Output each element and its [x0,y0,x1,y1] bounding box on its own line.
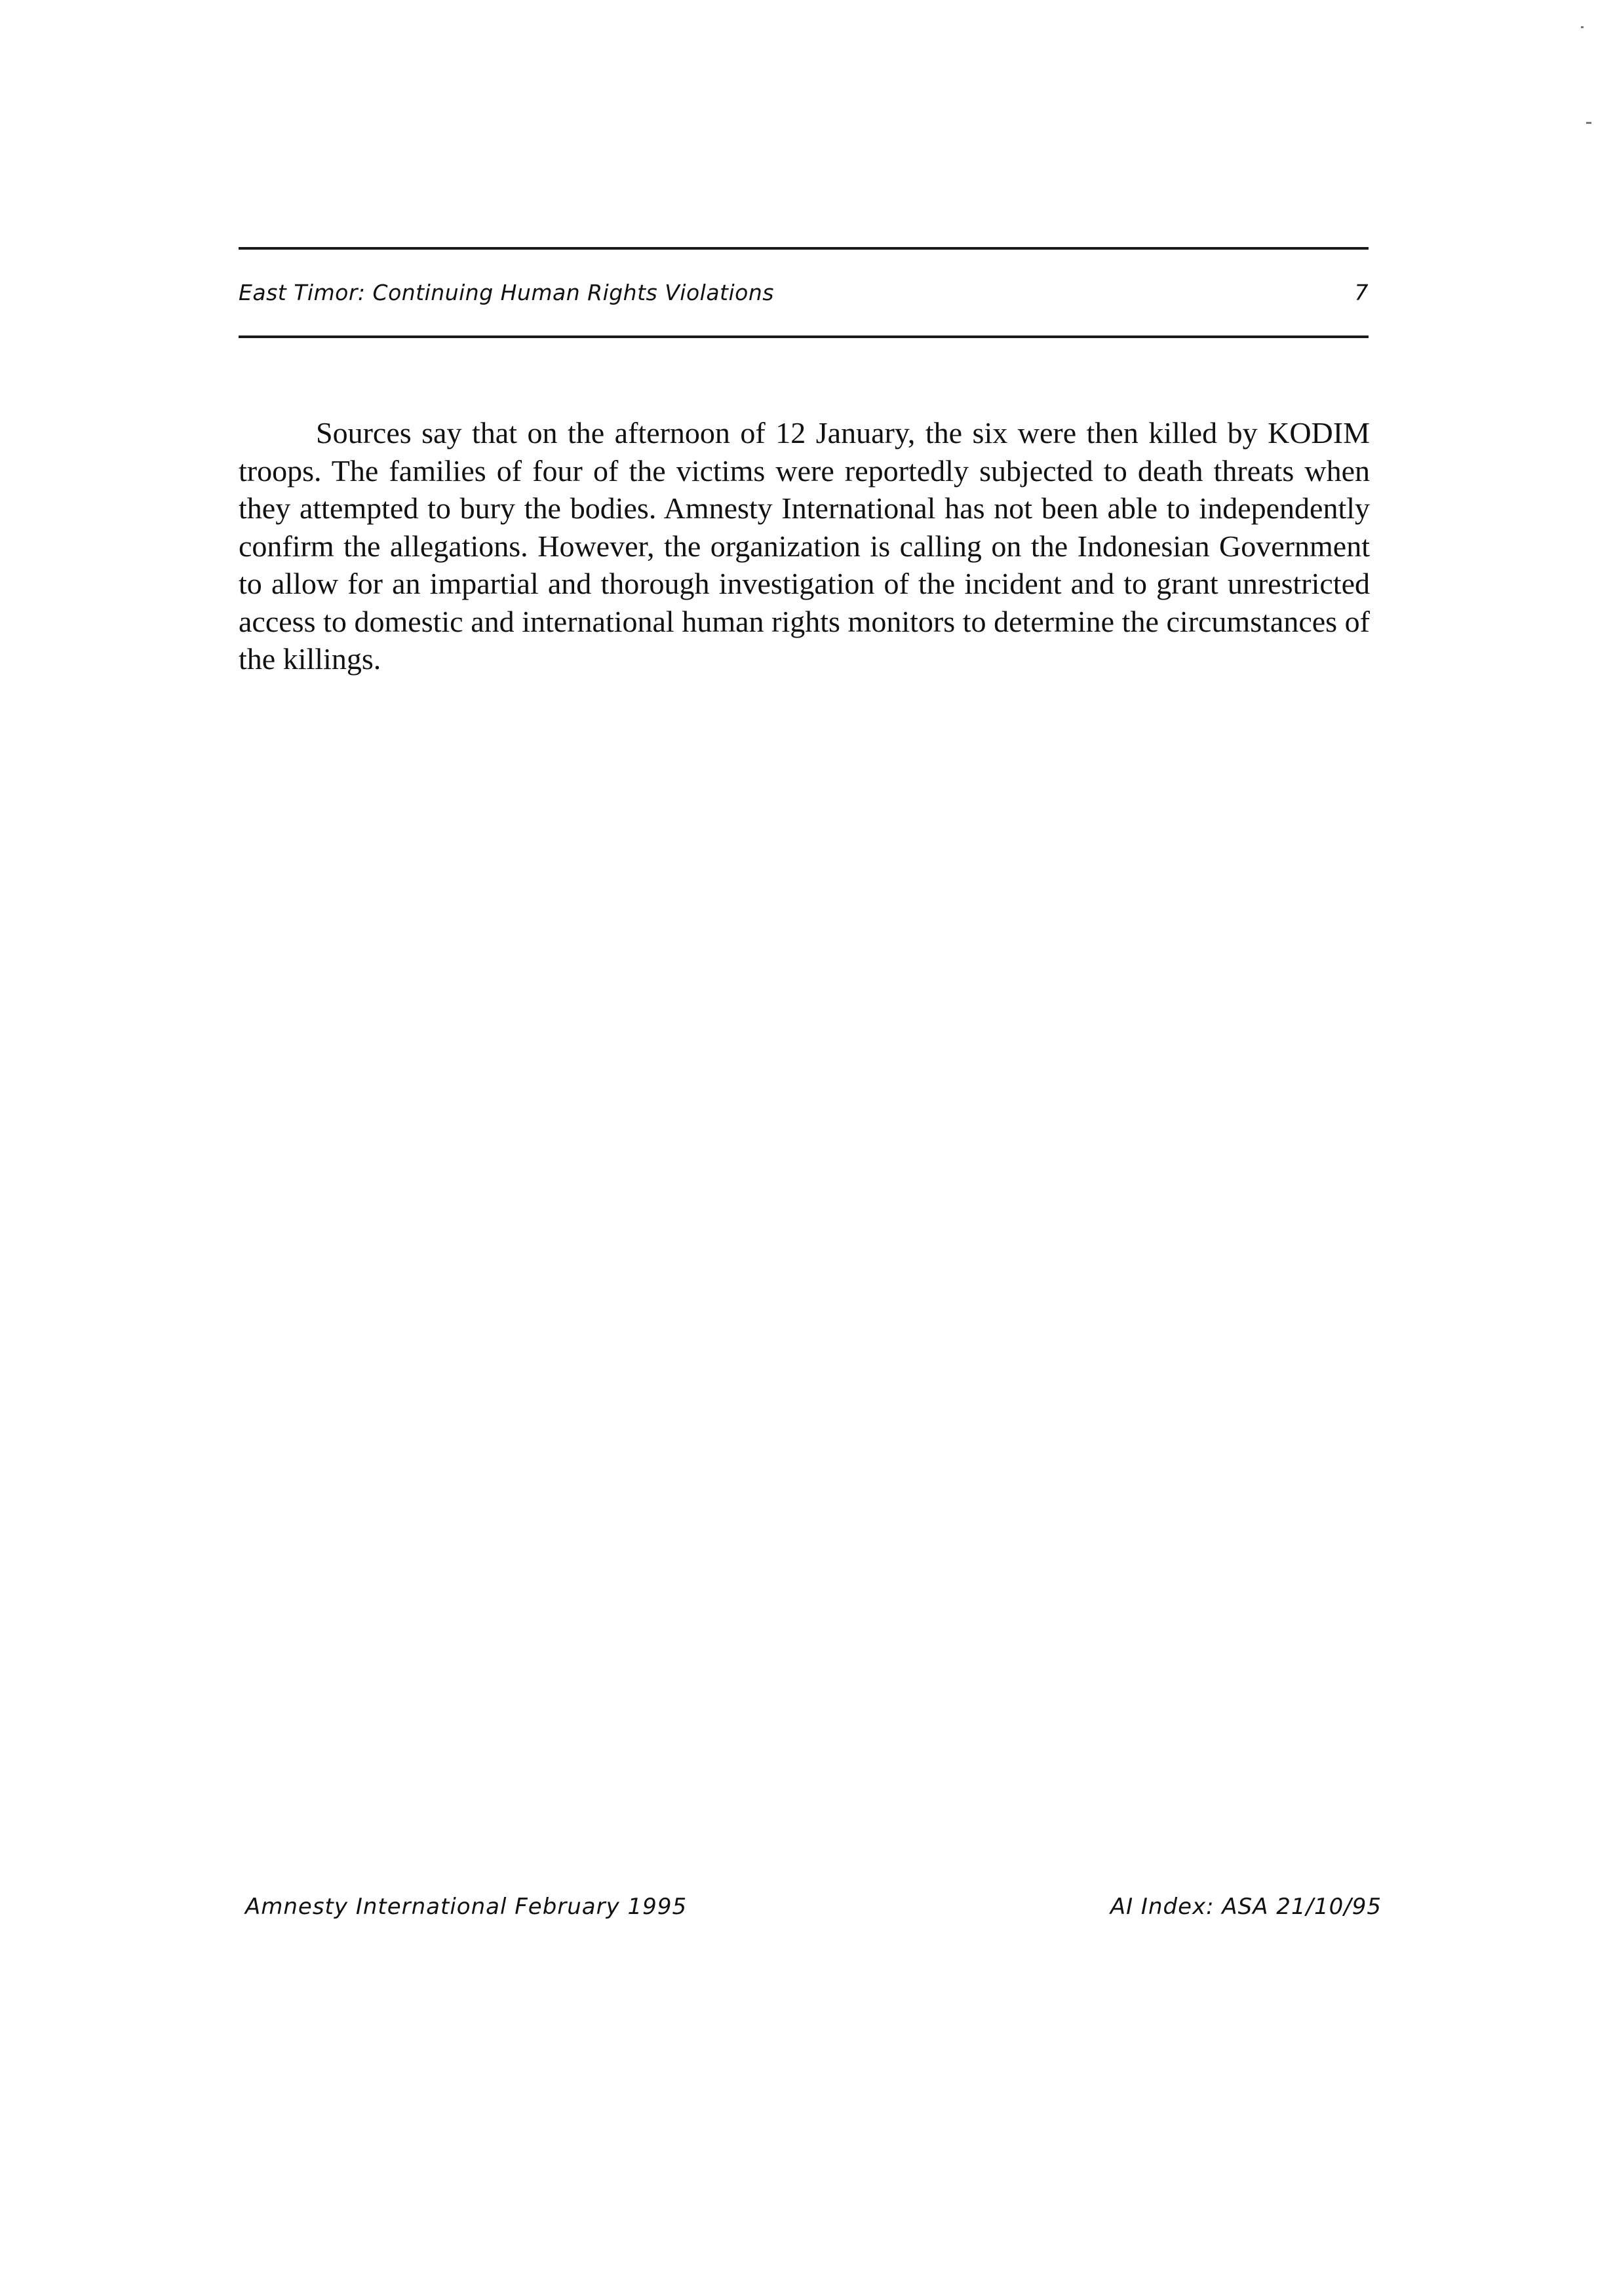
running-header-title: East Timor: Continuing Human Rights Violations [239,280,774,305]
scan-speck [1581,26,1584,28]
footer-publisher-date: Amnesty International February 1995 [245,1894,688,1920]
header-top-rule [239,247,1369,250]
body-paragraph: Sources say that on the afternoon of 12 January, the six were then killed by KODIM troops. The families of four of the victims were reportedly subjected to death threats when they attempted to bury the bodies. Amnesty International has not been able to independently confirm the allegations. However, the organization is calling on the Indonesian Government to allow for an impartial and thorough investigation of the incident and to grant unrestricted access to domestic and international human rights monitors to determine the circumstances of the killings. [239,416,1370,676]
running-header [239,280,1369,313]
footer-ai-index: AI Index: ASA 21/10/95 [1110,1894,1382,1920]
header-bottom-rule [239,335,1369,338]
scan-speck [1586,122,1591,124]
page-number: 7 [1354,280,1369,305]
